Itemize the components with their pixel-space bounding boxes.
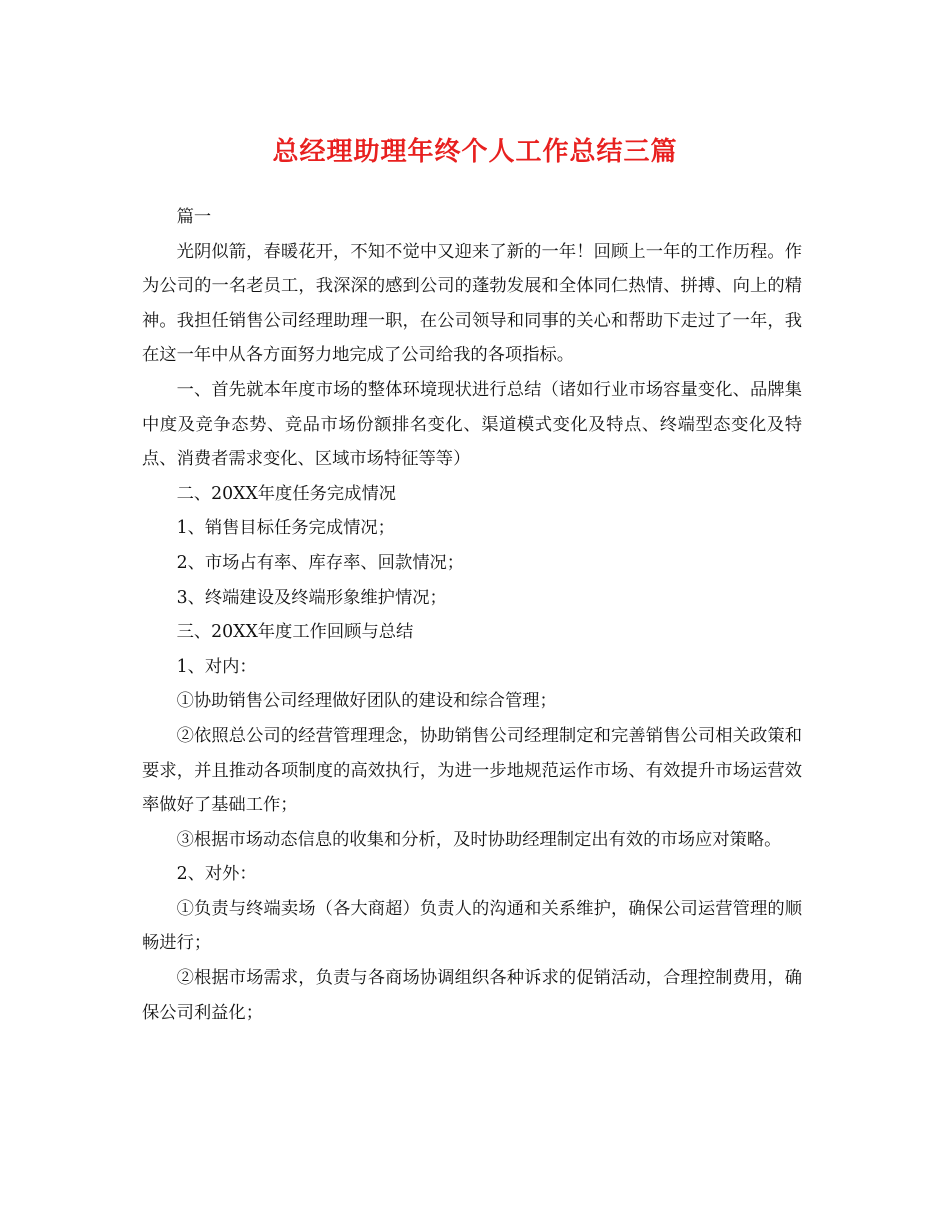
- paragraph: 1、对内：: [176, 656, 257, 677]
- paragraph: 光阴似箭，春暖花开，不知不觉中又迎来了新的一年！回顾上一年的工作历程。作为公司的一名老员工，我深深的感到公司的蓬勃发展和全体同仁热情、拼搏、向上的精神。我担任销售公司经理助理一职，在公司领导和同事的关心和帮助下走过了一年，我在这一年中从各方面努力地完成了公司给我的各项指标。: [142, 241, 802, 366]
- paragraph: 三、20XX年度工作回顾与总结: [176, 622, 414, 643]
- paragraph: 篇一: [176, 207, 212, 227]
- paragraph: ③根据市场动态信息的收集和分析，及时协助经理制定出有效的市场应对策略。: [176, 829, 782, 850]
- paragraph: 2、对外：: [176, 864, 257, 885]
- paragraph: 1、销售目标任务完成情况；: [176, 518, 395, 539]
- document-title: 总经理助理年终个人工作总结三篇: [272, 137, 678, 167]
- document-body: [142, 200, 802, 1030]
- paragraph: ②根据市场需求，负责与各商场协调组织各种诉求的促销活动，合理控制费用，确保公司利益化；: [142, 968, 802, 1023]
- paragraph: 3、终端建设及终端形象维护情况；: [176, 587, 447, 608]
- paragraph: ②依照总公司的经营管理理念，协助销售公司经理制定和完善销售公司相关政策和要求，并且推动各项制度的高效执行，为进一步地规范运作市场、有效提升市场运营效率做好了基础工作；: [142, 725, 802, 816]
- paragraph: ①协助销售公司经理做好团队的建设和综合管理；: [176, 691, 557, 712]
- paragraph: 一、首先就本年度市场的整体环境现状进行总结（诸如行业市场容量变化、品牌集中度及竞争态势、竞品市场份额排名变化、渠道模式变化及特点、终端型态变化及特点、消费者需求变化、区域市场特征等等）: [142, 379, 802, 470]
- paragraph: 二、20XX年度任务完成情况: [176, 483, 397, 504]
- paragraph: ①负责与终端卖场（各大商超）负责人的沟通和关系维护，确保公司运营管理的顺畅进行；: [142, 898, 802, 954]
- paragraph: 2、市场占有率、库存率、回款情况；: [176, 552, 465, 573]
